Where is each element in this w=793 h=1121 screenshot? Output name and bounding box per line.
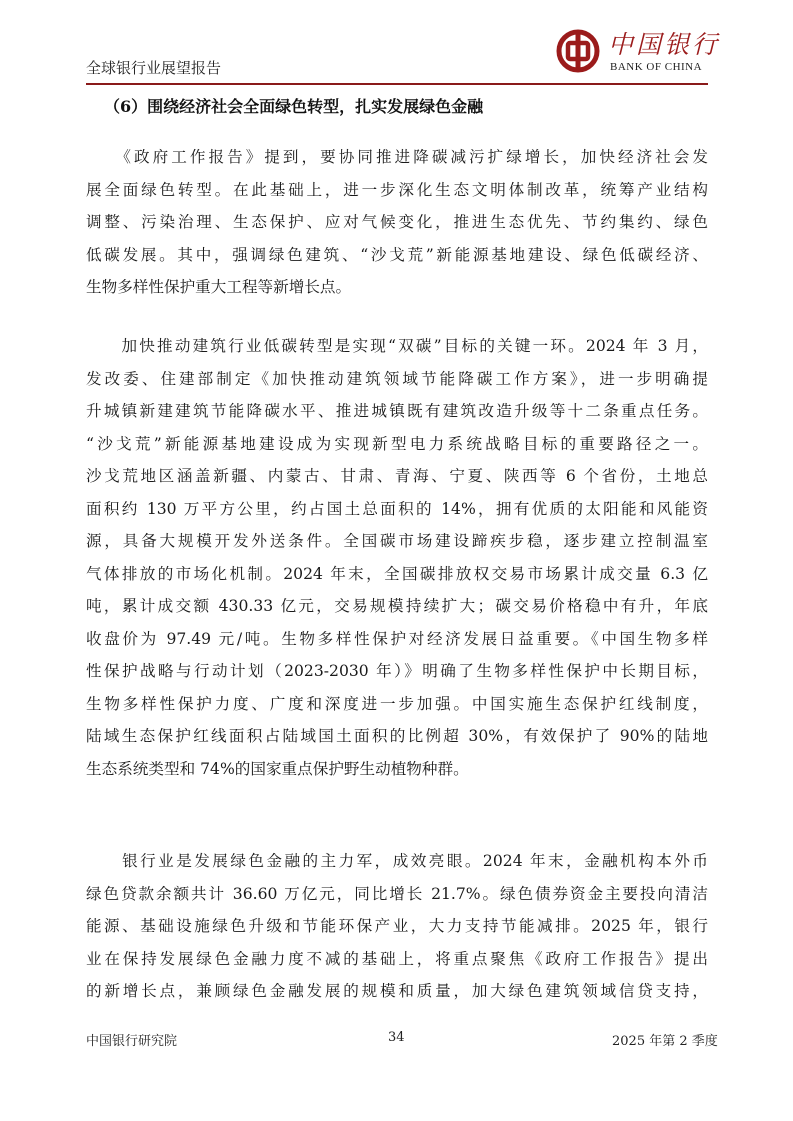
text-line: 发改委、住建部制定《加快推动建筑领域节能降碳工作方案》，进一步明确提 <box>86 369 708 388</box>
bank-of-china-emblem-icon <box>556 29 600 73</box>
text-line: “沙戈荒”新能源基地建设成为实现新型电力系统战略目标的重要路径之一。 <box>86 434 708 453</box>
text-line: 面积约 130 万平方公里，约占国土总面积的 14%，拥有优质的太阳能和风能资 <box>86 499 708 518</box>
text-line: 性保护战略与行动计划（2023-2030 年）》明确了生物多样性保护中长期目标， <box>86 662 708 680</box>
text-line: 生物多样性保护重大工程等新增长点。 <box>86 278 352 296</box>
section-heading: （6）围绕经济社会全面绿色转型，扎实发展绿色金融 <box>104 97 484 116</box>
text-line: 调整、污染治理、生态保护、应对气候变化，推进生态优先、节约集约、绿色 <box>86 213 708 231</box>
paragraph-2 <box>86 330 708 785</box>
logo-text-cn: 中国银行 <box>608 30 721 59</box>
logo-text-en: BANK OF CHINA <box>610 61 703 73</box>
text-line: 银行业是发展绿色金融的主力军，成效亮眼。2024 年末，金融机构本外币 <box>86 852 708 870</box>
footer-period: 2025 年第 2 季度 <box>612 1034 718 1049</box>
text-line: 业在保持发展绿色金融力度不减的基础上，将重点聚焦《政府工作报告》提出 <box>86 949 708 968</box>
text-line: 《政府工作报告》提到，要协同推进降碳减污扩绿增长，加快经济社会发 <box>86 148 708 166</box>
paragraph-1 <box>86 141 708 304</box>
text-line: 源，具备大规模开发外送条件。全国碳市场建设蹄疾步稳，逐步建立控制温室 <box>86 532 708 550</box>
text-line: 生态系统类型和 74%的国家重点保护野生动植物种群。 <box>86 759 469 778</box>
text-line: 的新增长点，兼顾绿色金融发展的规模和质量，加大绿色建筑领域信贷支持， <box>86 982 708 1000</box>
page-number: 34 <box>388 1030 405 1045</box>
text-line: 加快推动建筑行业低碳转型是实现“双碳”目标的关键一环。2024 年 3 月， <box>86 337 708 355</box>
text-line: 收盘价为 97.49 元/吨。生物多样性保护对经济发展日益重要。《中国生物多样 <box>86 629 708 648</box>
text-line: 气体排放的市场化机制。2024 年末，全国碳排放权交易市场累计成交量 6.3 亿 <box>86 564 708 583</box>
text-line: 能源、基础设施绿色升级和节能环保产业，大力支持节能减排。2025 年，银行 <box>86 917 708 935</box>
header-divider <box>86 83 708 85</box>
text-line: 升城镇新建建筑节能降碳水平、推进城镇既有建筑改造升级等十二条重点任务。 <box>86 402 708 420</box>
text-line: 生物多样性保护力度、广度和深度进一步加强。中国实施生态保护红线制度， <box>86 694 708 713</box>
text-line: 陆域生态保护红线面积占陆域国土面积的比例超 30%，有效保护了 90%的陆地 <box>86 727 708 745</box>
footer-institute: 中国银行研究院 <box>86 1034 178 1049</box>
text-line: 吨，累计成交额 430.33 亿元，交易规模持续扩大；碳交易价格稳中有升，年底 <box>86 597 708 615</box>
text-line: 低碳发展。其中，强调绿色建筑、“沙戈荒”新能源基地建设、绿色低碳经济、 <box>86 245 708 264</box>
report-title: 全球银行业展望报告 <box>86 59 222 77</box>
text-line: 绿色贷款余额共计 36.60 万亿元，同比增长 21.7%。绿色债券资金主要投向清洁 <box>86 884 708 903</box>
paragraph-3 <box>86 845 708 1008</box>
text-line: 展全面绿色转型。在此基础上，进一步深化生态文明体制改革，统筹产业结构 <box>86 180 708 199</box>
text-line: 沙戈荒地区涵盖新疆、内蒙古、甘肃、青海、宁夏、陕西等 6 个省份，土地总 <box>86 467 708 485</box>
bank-logo <box>556 25 721 83</box>
